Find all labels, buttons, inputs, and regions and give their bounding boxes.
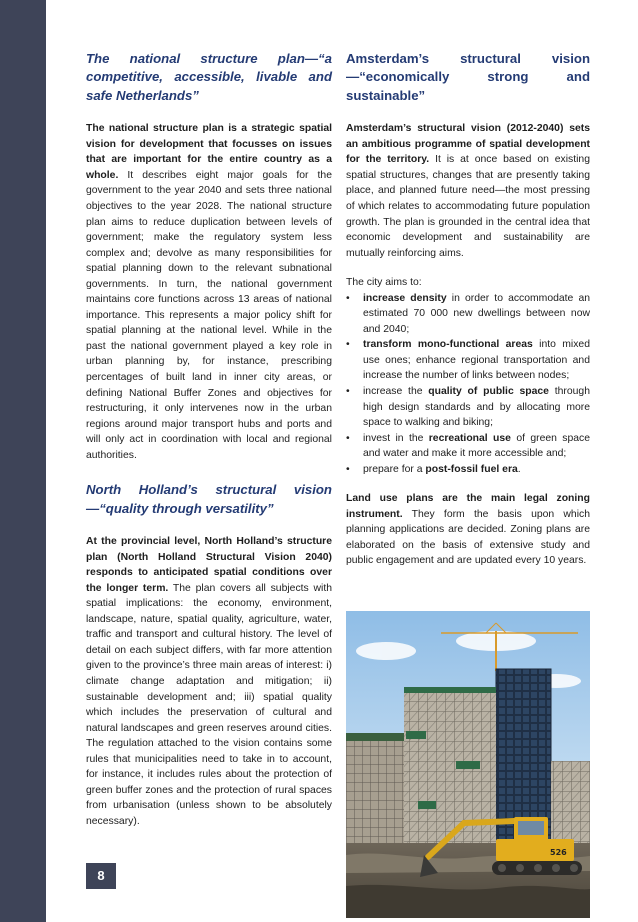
aims-list-item: • prepare for a post-fossil fuel era.: [346, 462, 590, 478]
bullet-icon: •: [346, 385, 350, 397]
amsterdam-lead: Amsterdam’s structural vision (2012-2040) sets an ambitious programme of spatial development for the territory.: [346, 123, 590, 166]
land-use-body: They form the basis upon which planning applications are decided. Zoning plans are elaborated on the basis of extensive study and public engagement and are updated every 10 years.: [346, 508, 590, 567]
aims-list: [346, 291, 590, 478]
national-plan-body: It describes eight major goals for the government to the year 2040 and sets three national objectives to the year 2028. The national structure plan aims to reduce duplication between levels of government; make the regulatory system less complex and; devolve as many responsibilities for spatial planning down to the relevant subnational governments. In turn, the national government maintains core functions across 13 areas of national importance. This represents a major policy shift for spatial planning at the national level. While in the past the national government played a key role in urban planning by, for instance, prescribing percentages of built land in inner city areas, or defining National Buffer Zones and objectives for restructuring, it only intervenes now in the urban regions around major transport hubs and ports and will only act in coordination with local and regional authorities.: [86, 169, 332, 461]
scaffolded-building-center: [404, 687, 496, 851]
excavator-number: 526: [550, 848, 567, 857]
bullet-icon: •: [346, 339, 350, 351]
construction-photo-illustration: [346, 611, 590, 918]
construction-site-photo: [346, 611, 590, 918]
national-plan-heading: The national structure plan—“a competitive, accessible, livable and safe Netherlands”: [86, 51, 332, 103]
aims-list-item: • invest in the recreational use of green space and water and make it more accessible and;: [346, 432, 591, 460]
side-band: [0, 0, 46, 922]
scaffolded-building-left: [346, 733, 406, 851]
aims-list-item: • transform mono-functional areas into mixed use ones; enhance regional transportation and increase the number of links between nodes;: [346, 339, 590, 382]
page-number: 8: [86, 863, 116, 889]
left-column: [86, 50, 332, 829]
aims-intro: The city aims to:: [346, 277, 422, 289]
national-plan-lead: The national structure plan is a strategic spatial vision for development that focusses on issues that are important for the entire country as a whole.: [86, 123, 332, 181]
aims-list-item: • increase density in order to accommodate an estimated 70 000 new dwellings between now and 2040;: [346, 292, 590, 335]
national-plan-paragraph: [86, 121, 332, 463]
land-use-lead: Land use plans are the main legal zoning instrument.: [346, 493, 590, 520]
north-holland-heading: North Holland’s structural vision—“quality through versatility”: [86, 482, 332, 516]
aims-list-item: • increase the quality of public space through high design standards and by allocating more space to walking and biking;: [346, 385, 590, 429]
amsterdam-body: It is at once based on existing spatial structures, changes that are presently taking place, and planned future need—the most pressing of which relates to accommodating future population growth. The plan is grounded in the central idea that economic development and sustainability are mutually reinforcing aims.: [346, 154, 590, 259]
north-holland-lead: At the provincial level, North Holland’s structure plan (North Holland Structural Vision 2040) responds to anticipated spatial conditions over the longer term.: [86, 536, 332, 594]
bullet-icon: •: [346, 432, 350, 444]
land-use-paragraph: [346, 491, 590, 569]
amsterdam-heading: Amsterdam’s structural vision—“economically strong and sustainable”: [346, 51, 590, 103]
right-column: [346, 50, 590, 569]
bullet-icon: •: [346, 463, 350, 475]
amsterdam-paragraph: [346, 121, 590, 261]
north-holland-body: The plan covers all subjects with spatial implications: the economy, environment, landscape, nature, spatial quality, agriculture, water, traffic and transport and cultural history. The level of detail on each subject differs, with far more attention given to the province’s three main areas of interest: i) climate change adaptation and mitigation; ii) sustainable development and; iii) spatial quality which includes the preservation of cultural and natural landscapes and green reserves around cities. The regulation attached to the vision contains some rules that municipalities need to take in to account, for instance, it includes rules about the protection of green buffer zones and the protection of rural spaces from urbanisation (unless shown to be absolutely necessary).: [86, 582, 332, 827]
scaffolded-building-right: [551, 761, 590, 851]
north-holland-paragraph: [86, 534, 332, 829]
bullet-icon: •: [346, 292, 350, 304]
